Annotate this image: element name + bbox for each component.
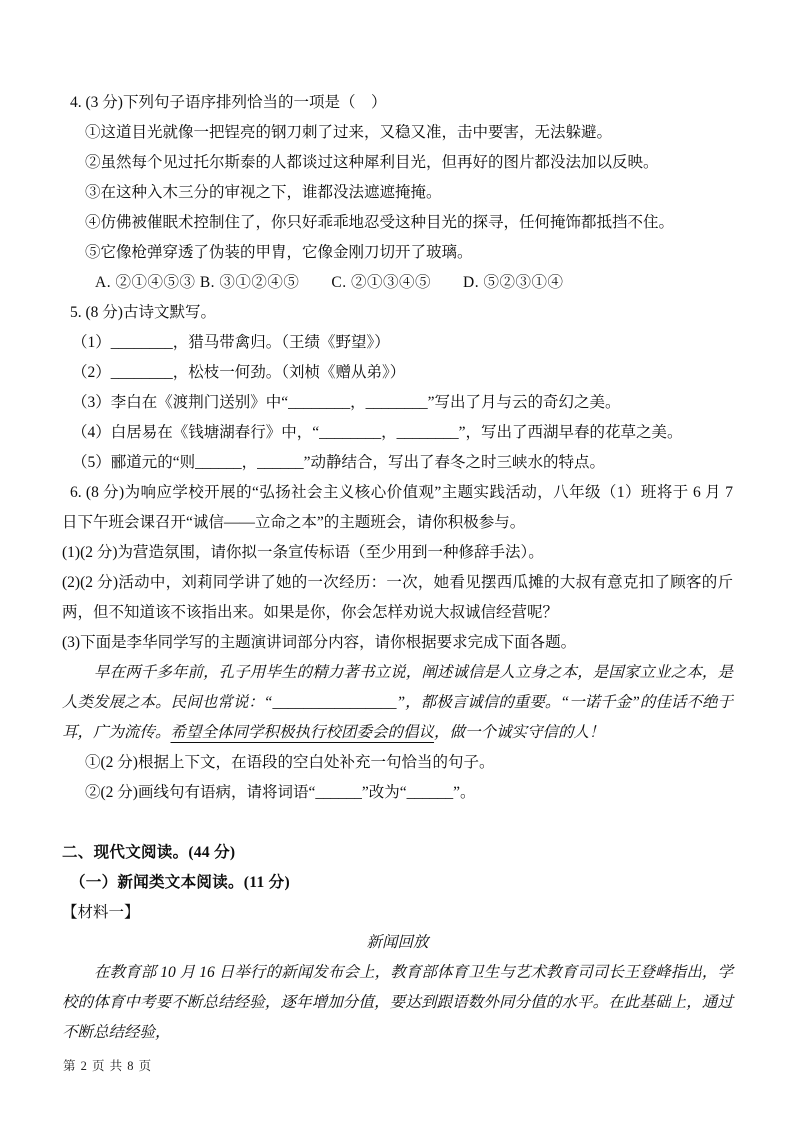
text-run: (3)下面是李华同学写的主题演讲词部分内容，请你根据要求完成下面各题。	[62, 634, 577, 651]
q4-choices	[62, 268, 733, 298]
text-run: 6. (8 分)为响应学校开展的“弘扬社会主义核心价值观”主题实践活动，八年级（1）班将于 6 月 7 日下午班会课召开“诚信——立命之本”的主题班会，请你积极参与。	[62, 484, 733, 531]
page-footer	[63, 1056, 152, 1076]
q5-blank-2	[62, 358, 733, 388]
text-run: 4. (3 分)下列句子语序排列恰当的一项是（ ）	[70, 94, 387, 111]
document-body	[62, 88, 733, 1048]
q6-part-2	[62, 568, 733, 628]
text-run: (1)(2 分)为营造氛围，请你拟一条宣传标语（至少用到一种修辞手法）。	[62, 544, 544, 561]
text-run: 早在两千多年前，孔子用毕生的精力著书立说，阐述诚信是人立身之本，是国家立业之本，是人类发展之本。民间也常说：“________________”，都极言诚信的重要。“一诺千金”的佳话不绝于耳，广为流传。	[62, 664, 733, 741]
text-run: 在教育部 10 月 16 日举行的新闻发布会上，教育部体育卫生与艺术教育司司长王登峰指出，学校的体育中考要不断总结经验，逐年增加分值，要达到跟语数外同分值的水平。在此基础上，通过不断总结经验，	[62, 964, 733, 1041]
q5-blank-1	[62, 328, 733, 358]
question-6-stem	[62, 478, 733, 538]
q5-blank-4	[62, 418, 733, 448]
text-run: A. ②①④⑤③ B. ③①②④⑤ C. ②①③④⑤ D. ⑤②③①④	[95, 274, 564, 291]
text-run: 新闻回放	[366, 934, 429, 951]
q4-sentence-3	[62, 178, 733, 208]
section-2-1-heading	[62, 868, 733, 898]
text-run: ④仿佛被催眠术控制住了，你只好乖乖地忍受这种目光的探寻，任何掩饰都抵挡不住。	[85, 214, 675, 231]
text-run: ②(2 分)画线句有语病，请将词语“______”改为“______”。	[85, 784, 476, 801]
question-5-stem	[62, 298, 733, 328]
text-run: （5）郦道元的“则______，______”动静结合，写出了春冬之时三峡水的特点。	[72, 454, 606, 471]
text-run: (2)(2 分)活动中，刘莉同学讲了她的一次经历：一次，她看见摆西瓜摊的大叔有意克扣了顾客的斤两，但不知道该不该指出来。如果是你，你会怎样劝说大叔诚信经营呢？	[62, 574, 733, 621]
q5-blank-5	[62, 448, 733, 478]
q5-blank-3	[62, 388, 733, 418]
text-run: ②虽然每个见过托尔斯泰的人都谈过这种犀利目光，但再好的图片都没法加以反映。	[85, 154, 659, 171]
text-run: （2）________，松枝一何劲。（刘桢《赠从弟》）	[72, 364, 406, 381]
q6-part3-sub-1	[62, 748, 733, 778]
q6-part-1	[62, 538, 733, 568]
q4-sentence-2	[62, 148, 733, 178]
text-run: ⑤它像枪弹穿透了伪装的甲胄，它像金刚刀切开了玻璃。	[85, 244, 473, 261]
q6-part3-sub-2	[62, 778, 733, 808]
text-run: （一）新闻类文本阅读。(11 分)	[70, 874, 290, 891]
text-run: （3）李白在《渡荆门送别》中“________，________”写出了月与云的奇幻之美。	[72, 394, 621, 411]
news-body-paragraph	[62, 958, 733, 1048]
text-run: ③在这种入木三分的审视之下，谁都没法遮遮掩掩。	[85, 184, 442, 201]
q6-part-3	[62, 628, 733, 658]
text-run: ①这道目光就像一把锃亮的钢刀刺了过来，又稳又准，击中要害，无法躲避。	[85, 124, 613, 141]
question-4-stem	[62, 88, 733, 118]
text-run: ①(2 分)根据上下文，在语段的空白处补充一句恰当的句子。	[85, 754, 495, 771]
underlined-text-run: 希望全体同学积极执行校团委会的倡议	[170, 724, 435, 741]
text-run: 【材料一】	[62, 904, 140, 921]
page-footer-text: 第 2 页 共 8 页	[63, 1059, 153, 1073]
news-title	[62, 928, 733, 958]
q4-sentence-5	[62, 238, 733, 268]
text-run: （4）白居易在《钱塘湖春行》中，“________，________”，写出了西湖早春的花草之美。	[72, 424, 683, 441]
text-run: 5. (8 分)古诗文默写。	[70, 304, 216, 321]
text-run: （1）________，猎马带禽归。（王绩《野望》）	[72, 334, 390, 351]
text-run: ，做一个诚实守信的人！	[434, 724, 605, 741]
material-1-label	[62, 898, 733, 928]
q4-sentence-1	[62, 118, 733, 148]
q4-sentence-4	[62, 208, 733, 238]
blank-line	[62, 808, 733, 838]
q6-speech-paragraph	[62, 658, 733, 748]
section-2-heading	[62, 838, 733, 868]
text-run: 二、现代文阅读。(44 分)	[62, 844, 236, 861]
